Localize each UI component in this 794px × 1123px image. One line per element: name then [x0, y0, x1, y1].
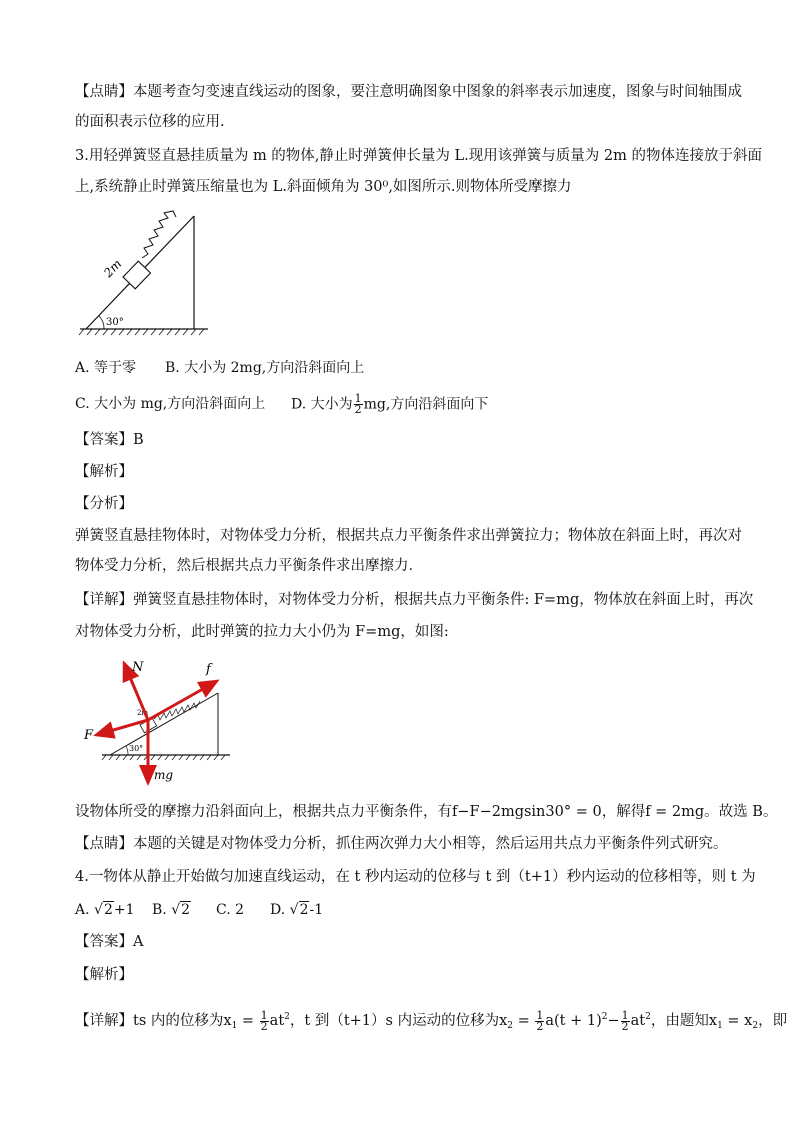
- fraction-denominator: 2: [354, 403, 362, 416]
- solution-line: 设物体所受的摩擦力沿斜面向上，根据共点力平衡条件，有f−F−2mgsin30° = 0，解得f = 2mg。故选 B。: [75, 804, 778, 820]
- sqrt-2: √2: [94, 902, 113, 918]
- detail-line-2: 对物体受力分析，此时弹簧的拉力大小仍为 F=mg，如图:: [75, 624, 449, 640]
- analysis-heading-2: 【解析】: [75, 967, 133, 983]
- incline-spring-figure: [76, 208, 216, 336]
- dianjing-line-1: 【点睛】本题考查匀变速直线运动的图象，要注意明确图象中图象的斜率表示加速度，图象与时间轴围成: [75, 84, 742, 100]
- sqrt-2: √2: [289, 902, 309, 918]
- detail-last-line: 【详解】ts 内的位移为$x_1$ = $\frac{1}{2}$ $at^2$，t 到（t+1）s 内运动的位移为$x_2$ = $\frac{1}{2}$ $a(t + 1)^2-$ $\frac{1}{2}$ $at^2$，由题知$x_1 = x_2$，即: [75, 1008, 788, 1033]
- detail-line-1: 【详解】弹簧竖直悬挂物体时，对物体受力分析，根据共点力平衡条件: F=mg，物体放在斜面上时，再次: [75, 592, 754, 608]
- option-4d-label: D.: [270, 902, 286, 918]
- option-4d: [270, 900, 323, 920]
- spring: [142, 211, 176, 258]
- force-diagram-figure: [80, 655, 240, 790]
- friction-arrow: [148, 681, 217, 720]
- analysis-heading: 【解析】: [75, 464, 133, 480]
- option-d-suffix: mg,方向沿斜面向下: [363, 396, 489, 413]
- detail-text-3: ，由题知x: [650, 1013, 718, 1029]
- angle-label: 30°: [106, 317, 124, 328]
- option-4a: [75, 900, 135, 920]
- mass-label-2: 2m: [137, 709, 149, 717]
- radicand: 2: [181, 902, 191, 918]
- option-4a-suffix: +1: [113, 902, 135, 918]
- option-4c: C. 2: [216, 902, 245, 918]
- fenxi-line-1: 弹簧竖直悬挂物体时，对物体受力分析，根据共点力平衡条件求出弹簧拉力；物体放在斜面上时，再次对: [75, 528, 742, 544]
- question-3-line-1: 3.用轻弹簧竖直悬挂质量为 m 的物体,静止时弹簧伸长量为 L.现用该弹簧与质量为 2m 的物体连接放于斜面: [75, 148, 762, 164]
- answer-3: 【答案】B: [75, 432, 144, 448]
- label-f: f: [206, 662, 211, 677]
- option-4d-suffix: -1: [309, 902, 324, 918]
- option-4a-label: A.: [75, 902, 90, 918]
- mass-label: 2m: [101, 256, 125, 281]
- detail-text-2: ，t 到（t+1）s 内运动的位移为x: [289, 1013, 508, 1029]
- dianjing-2: 【点睛】本题的关键是对物体受力分析，抓住两次弹力大小相等，然后运用共点力平衡条件列式研究。: [75, 836, 728, 852]
- sqrt-2: √2: [171, 902, 191, 918]
- label-N: N: [132, 660, 144, 675]
- detail-text-1: 【详解】ts 内的位移为x: [75, 1013, 232, 1029]
- option-b: B. 大小为 2mg,方向沿斜面向上: [165, 360, 365, 376]
- detail-text-4: ，即: [758, 1013, 788, 1029]
- angle-label-2: 30°: [129, 744, 144, 753]
- option-4b: [152, 900, 191, 920]
- answer-4: 【答案】A: [75, 934, 144, 950]
- option-4b-label: B.: [152, 902, 167, 918]
- fenxi-line-2: 物体受力分析，然后根据共点力平衡条件求出摩擦力．: [75, 558, 423, 574]
- option-d: [291, 394, 488, 415]
- option-c: C. 大小为 mg,方向沿斜面向上: [75, 396, 266, 412]
- dianjing-line-2: 的面积表示位移的应用.: [75, 114, 225, 130]
- option-d-prefix: D. 大小为: [291, 396, 353, 413]
- question-4: 4.一物体从静止开始做匀加速直线运动，在 t 秒内运动的位移与 t 到（t+1）秒内运动的位移相等，则 t 为: [75, 869, 756, 885]
- fraction-numerator: 1: [354, 392, 362, 405]
- question-3-line-2: 上,系统静止时弹簧压缩量也为 L.斜面倾角为 30⁰,如图所示.则物体所受摩擦力: [75, 179, 572, 195]
- radicand: 2: [103, 902, 113, 918]
- spring-force-arrow: [96, 720, 148, 735]
- label-mg: mg: [154, 768, 174, 782]
- radicand: 2: [299, 902, 309, 918]
- half-fraction: [354, 394, 363, 415]
- label-F: F: [84, 728, 94, 743]
- option-a: A. 等于零: [75, 360, 137, 376]
- fenxi-heading: 【分析】: [75, 496, 133, 512]
